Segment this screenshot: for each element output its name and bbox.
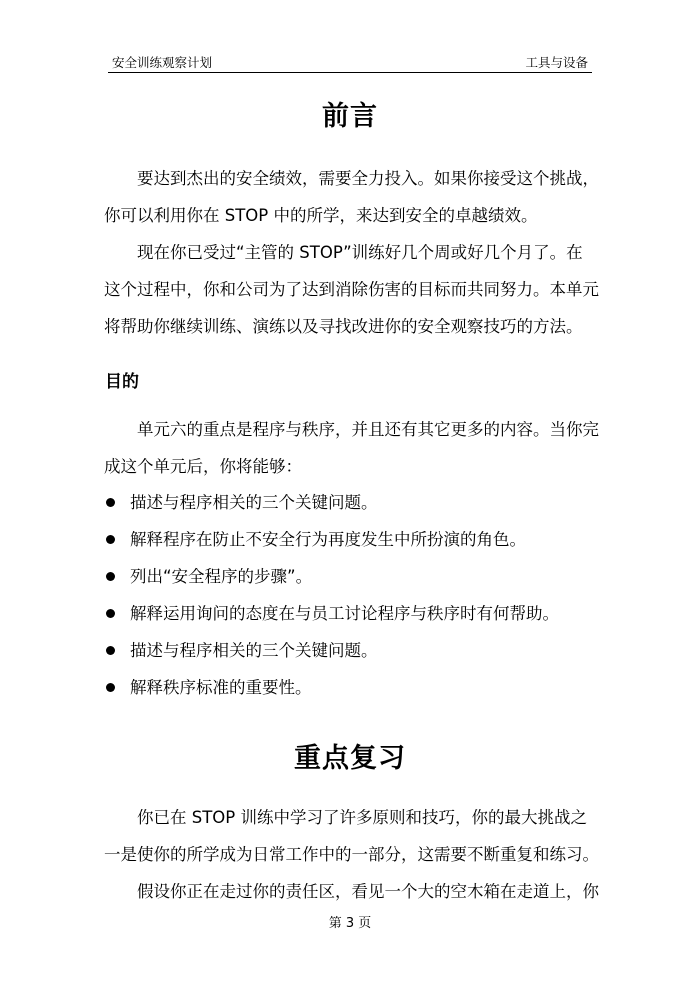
bullet-icon — [106, 646, 115, 655]
list-item — [104, 632, 599, 669]
bullet-icon — [106, 572, 115, 581]
objectives-intro: 单元六的重点是程序与秩序，并且还有其它更多的内容。当你完成这个单元后，你将能够： — [104, 420, 599, 476]
review-paragraph-2: 假设你正在走过你的责任区，看见一个大的空木箱在走道上，你 — [137, 882, 599, 901]
list-item-text: 解释运用询问的态度在与员工讨论程序与秩序时有何帮助。 — [130, 604, 559, 623]
list-item — [104, 595, 599, 632]
list-item-text: 描述与程序相关的三个关键问题。 — [130, 641, 378, 660]
page-header — [108, 50, 592, 73]
list-item — [104, 669, 599, 706]
list-item-text: 解释秩序标准的重要性。 — [130, 678, 312, 697]
bullet-icon — [106, 609, 115, 618]
objectives-list — [104, 484, 599, 706]
bullet-icon — [106, 498, 115, 507]
bullet-icon — [106, 683, 115, 692]
preface-paragraph-1: 要达到杰出的安全绩效，需要全力投入。如果你接受这个挑战，你可以利用你在 STOP 中的所学，来达到安全的卓越绩效。 — [104, 169, 599, 225]
list-item-text: 列出“安全程序的步骤”。 — [130, 567, 313, 586]
section-title-review: 重点复习 — [294, 743, 406, 774]
list-item — [104, 521, 599, 558]
bullet-icon — [106, 535, 115, 544]
preface-paragraph-2: 现在你已受过“主管的 STOP”训练好几个周或好几个月了。在这个过程中，你和公司为了达到消除伤害的目标而共同努力。本单元将帮助你继续训练、演练以及寻找改进你的安全观察技巧的方法。 — [104, 243, 599, 336]
list-item — [104, 484, 599, 521]
list-item-text: 描述与程序相关的三个关键问题。 — [130, 493, 378, 512]
page-number: 第 3 页 — [328, 916, 372, 931]
list-item-text: 解释程序在防止不安全行为再度发生中所扮演的角色。 — [130, 530, 526, 549]
header-section-title: 工具与设备 — [525, 55, 588, 70]
review-paragraph-1: 你已在 STOP 训练中学习了许多原则和技巧，你的最大挑战之一是使你的所学成为日常工作中的一部分，这需要不断重复和练习。 — [104, 808, 599, 864]
header-doc-title: 安全训练观察计划 — [112, 55, 213, 70]
section-title-preface: 前言 — [322, 101, 378, 132]
list-item — [104, 558, 599, 595]
heading-objectives: 目的 — [105, 372, 139, 392]
